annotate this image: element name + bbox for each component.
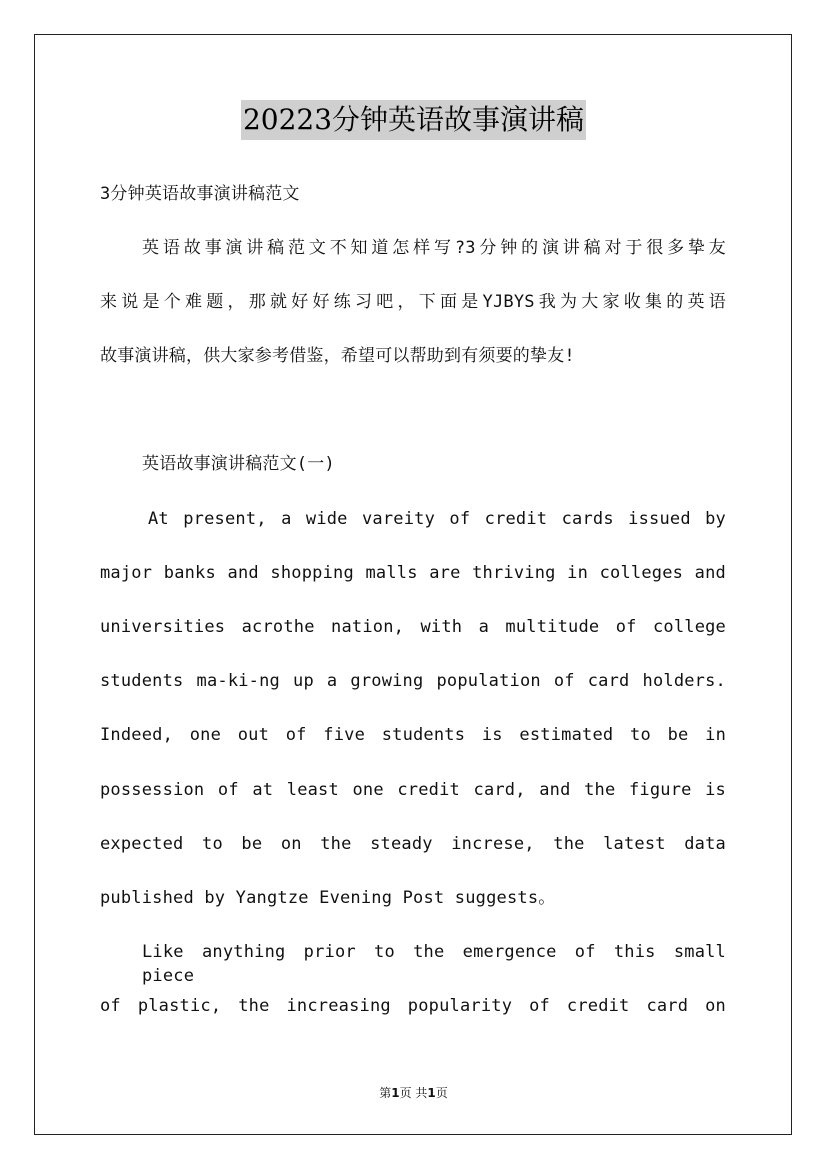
- footer-middle: 页 共: [399, 1086, 428, 1100]
- document-subtitle: 3分钟英语故事演讲稿范文: [100, 184, 300, 204]
- footer-total-pages: 1: [427, 1086, 436, 1100]
- paragraph-line: published by Yangtze Evening Post suggests。: [100, 888, 556, 908]
- footer-prefix: 第: [379, 1086, 392, 1100]
- paragraph-line: of plastic, the increasing popularity of credit card on: [100, 996, 726, 1016]
- intro-line: 故事演讲稿，供大家参考借鉴，希望可以帮助到有须要的挚友!: [100, 346, 575, 366]
- footer-page-number: 1: [391, 1086, 400, 1100]
- document-title-wrap: [0, 100, 827, 140]
- section-heading: 英语故事演讲稿范文(一): [142, 454, 335, 474]
- paragraph-line: expected to be on the steady increse, the latest data: [100, 834, 726, 854]
- intro-line: 英语故事演讲稿范文不知道怎样写?3分钟的演讲稿对于很多挚友: [142, 238, 726, 258]
- intro-line: 来说是个难题，那就好好练习吧，下面是YJBYS我为大家收集的英语: [100, 292, 726, 312]
- paragraph-line: Indeed, one out of five students is estimated to be in: [100, 725, 726, 745]
- paragraph-line: students ma-ki-ng up a growing population of card holders.: [100, 671, 726, 691]
- document-title: 20223分钟英语故事演讲稿: [241, 100, 586, 140]
- footer-suffix: 页: [435, 1086, 448, 1100]
- paragraph-line: possession of at least one credit card, and the figure is: [100, 780, 726, 800]
- page-footer: [0, 1084, 827, 1101]
- paragraph-line: major banks and shopping malls are thriving in colleges and: [100, 563, 726, 583]
- paragraph-line: At present, a wide vareity of credit cards issued by: [148, 509, 726, 529]
- paragraph-line: Like anything prior to the emergence of this small piece: [142, 942, 726, 986]
- paragraph-line: universities acrothe nation, with a multitude of college: [100, 617, 726, 637]
